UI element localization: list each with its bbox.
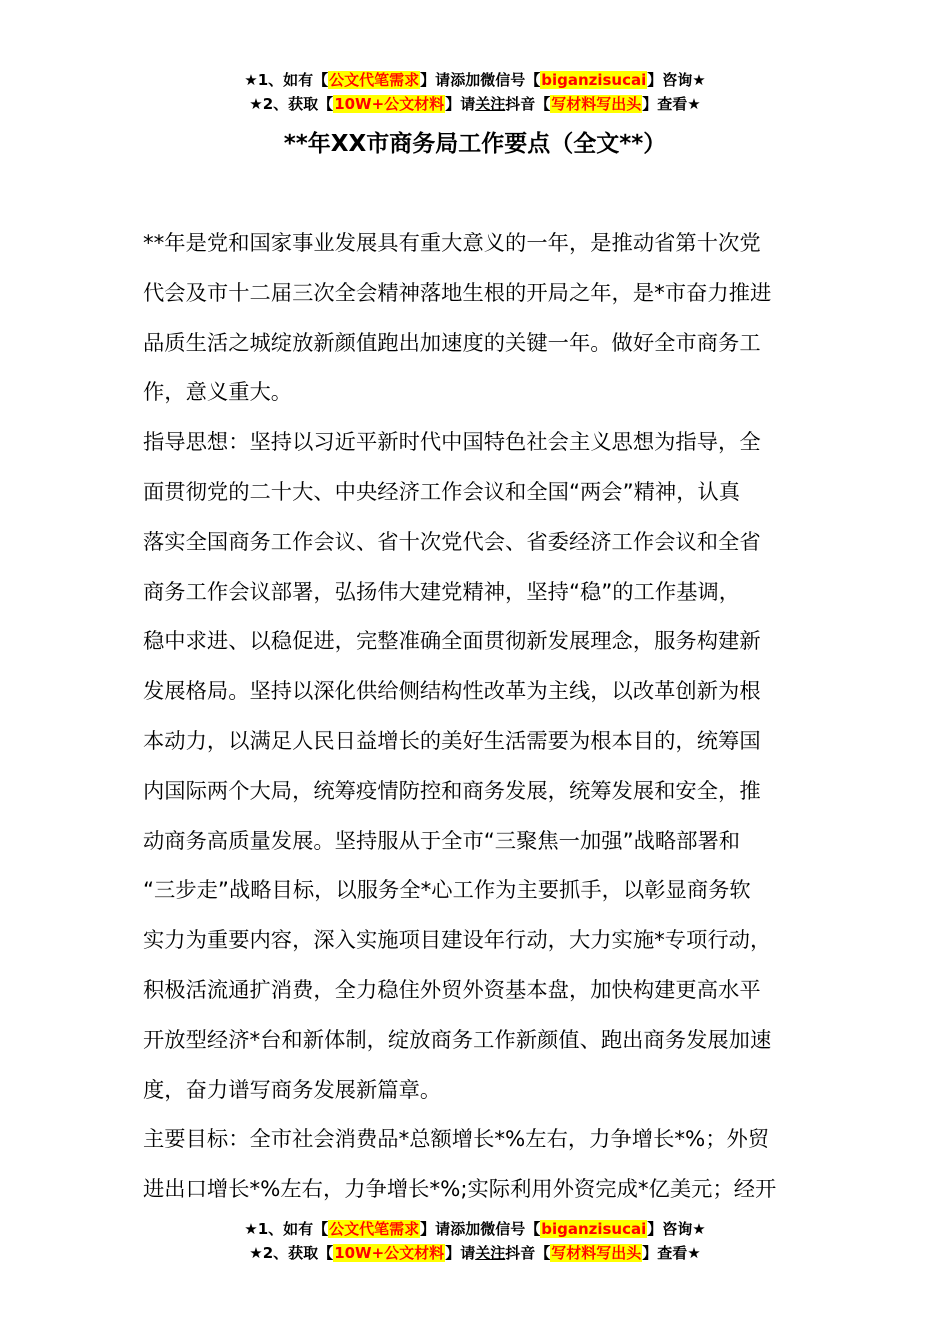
promo-highlight: 公文代笔需求: [329, 1220, 420, 1238]
promo-text: ★1、如有【: [244, 1220, 329, 1238]
promo-emphasis: 关注: [475, 95, 506, 113]
promo-text: 】咨询★: [647, 71, 706, 89]
body-line: **年是党和国家事业发展具有重大意义的一年，是推动省第十次党: [143, 231, 761, 256]
promo-highlight-wechat: biganzisucai: [541, 71, 647, 89]
body-line: 积极活流通扩消费，全力稳住外贸外资基本盘，加快构建更高水平: [143, 977, 761, 1003]
promo-line-1: [0, 1217, 950, 1241]
body-line: 稳中求进、以稳促进，完整准确全面贯彻新发展理念，服务构建新: [143, 629, 761, 655]
promo-highlight: 10W+公文材料: [334, 95, 445, 113]
promo-text: 抖音【: [505, 1244, 551, 1262]
promo-highlight: 公文代笔需求: [329, 71, 420, 89]
promo-text: 】请: [420, 71, 451, 89]
promo-text: ★2、获取【: [249, 1244, 334, 1262]
body-line: 实力为重要内容，深入实施项目建设年行动，大力实施*专项行动，: [143, 928, 772, 954]
body-line: 面贯彻党的二十大、中央经济工作会议和全国“两会”精神，认真: [143, 479, 741, 505]
promo-text: 】请: [420, 1220, 451, 1238]
promo-text: 】查看★: [642, 1244, 701, 1262]
body-line: 本动力，以满足人民日益增长的美好生活需要为根本目的，统筹国: [143, 728, 761, 754]
body-line: 作，意义重大。: [143, 380, 293, 406]
body-line: 内国际两个大局，统筹疫情防控和商务发展，统筹发展和安全，推: [143, 778, 761, 804]
promo-highlight: 10W+公文材料: [334, 1244, 445, 1262]
body-line: 度，奋力谱写商务发展新篇章。: [143, 1077, 442, 1103]
promo-text: 抖音【: [505, 95, 551, 113]
body-line: 代会及市十二届三次全会精神落地生根的开局之年，是*市奋力推进: [143, 280, 772, 306]
body-line: 品质生活之城绽放新颜值跑出加速度的关键一年。做好全市商务工: [143, 330, 761, 356]
body-line: 动商务高质量发展。坚持服从于全市“三聚焦一加强”战略部署和: [143, 828, 741, 854]
body-line: 开放型经济*台和新体制，绽放商务工作新颜值、跑出商务发展加速: [143, 1027, 772, 1053]
promo-emphasis: 添加: [450, 1220, 481, 1238]
body-line: 进出口增长*%左右，力争增长*%;实际利用外资完成*亿美元；经开: [143, 1177, 777, 1203]
body-line: 主要目标：全市社会消费品*总额增长*%左右，力争增长*%；外贸: [143, 1127, 770, 1153]
promo-text: ★2、获取【: [249, 95, 334, 113]
promo-highlight-douyin: 写材料写出头: [551, 1244, 642, 1262]
body-line: 指导思想：坚持以习近平新时代中国特色社会主义思想为指导，全: [143, 430, 761, 456]
promo-line-1: [0, 68, 950, 92]
document-body: [143, 219, 811, 1215]
promo-banner-bottom: [0, 1217, 950, 1265]
promo-text: ★1、如有【: [244, 71, 329, 89]
promo-text: 】请: [445, 95, 476, 113]
promo-highlight-wechat: biganzisucai: [541, 1220, 647, 1238]
promo-text: 】查看★: [642, 95, 701, 113]
promo-text: 微信号【: [480, 1220, 541, 1238]
promo-text: 微信号【: [480, 71, 541, 89]
document-title: **年XX市商务局工作要点（全文**）: [283, 131, 667, 157]
promo-highlight-douyin: 写材料写出头: [551, 95, 642, 113]
promo-banner-top: [0, 68, 950, 116]
body-line: 落实全国商务工作会议、省十次党代会、省委经济工作会议和全省: [143, 529, 761, 555]
promo-emphasis: 添加: [450, 71, 481, 89]
promo-line-2: [0, 1241, 950, 1265]
promo-emphasis: 关注: [475, 1244, 506, 1262]
promo-line-2: [0, 92, 950, 116]
body-line: “三步走”战略目标，以服务全*心工作为主要抓手，以彰显商务软: [143, 878, 751, 904]
body-line: 商务工作会议部署，弘扬伟大建党精神，坚持“稳”的工作基调，: [143, 579, 741, 605]
promo-text: 】咨询★: [647, 1220, 706, 1238]
promo-text: 】请: [445, 1244, 476, 1262]
body-line: 发展格局。坚持以深化供给侧结构性改革为主线，以改革创新为根: [143, 679, 761, 705]
